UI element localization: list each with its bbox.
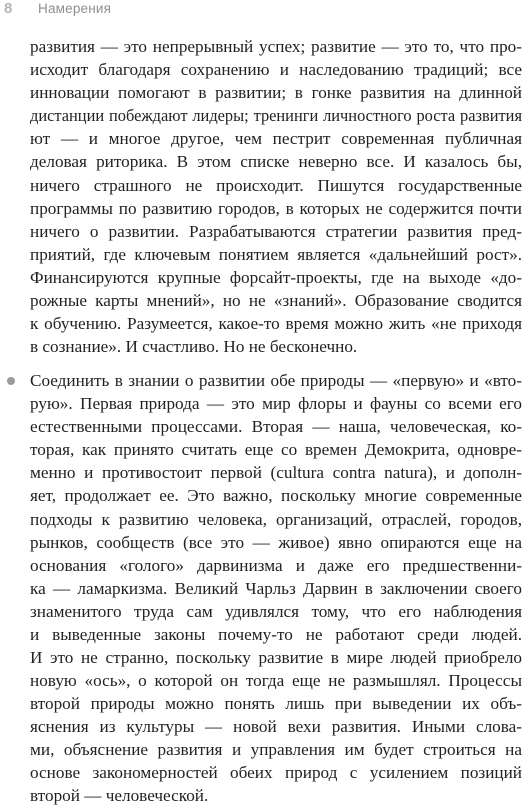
text-line: менно и противостоит первой (cultura contra natura), и дополн-	[30, 463, 522, 483]
text-line: рую». Первая природа — это мир флоры и фауны со всеми его	[30, 394, 522, 414]
text-line: основе закономерностей обеих природ с усилением позиций	[30, 763, 522, 783]
text-line: развития — это непрерывный успех; развитие — это то, что про-	[30, 37, 522, 56]
page-number: 8	[4, 0, 13, 17]
text-line: И это не странно, поскольку развитие в мире людей приобрело	[30, 648, 522, 667]
text-line: в сознание». И счастливо. Но не бесконечно.	[30, 337, 358, 356]
text-line: ничего о развитии. Разрабатываются стратегии развития пред-	[30, 221, 522, 241]
text-line: ют — и многое другое, чем пестрит современная публичная	[30, 129, 522, 149]
bullet-icon	[7, 377, 15, 385]
text-line: второй природы можно понять лишь при выведении их объ-	[30, 694, 522, 714]
text-line: торая, как принято считать еще со времен Демокрита, одновре-	[30, 440, 522, 460]
text-line: рынков, сообществ (все это — живое) явно опираются еще на	[30, 532, 522, 552]
text-line: основания «голого» дарвинизма и даже его предшественни-	[30, 555, 522, 575]
text-line: ми, объяснение развития и управления им будет строиться на	[30, 740, 522, 760]
text-line: подходы к развитию человека, организаций, отраслей, городов,	[30, 509, 522, 529]
running-header	[4, 0, 111, 20]
running-head-title: Намерения	[38, 1, 112, 16]
text-line: яснения из культуры — новой вехи развития. Иными слова-	[30, 717, 522, 737]
text-line: яет, продолжает ее. Это важно, поскольку многие современные	[30, 486, 522, 506]
text-line: Финансируются крупные форсайт-проекты, где на выходе «до-	[30, 267, 522, 287]
text-line: инновации помогают в развитии; в гонке развития на длинной	[30, 83, 522, 103]
text-line: приятий, где ключевым понятием является «дальнейший рост».	[30, 244, 522, 264]
text-line: знаменитого труда сам удивлялся тому, что его наблюдения	[30, 601, 522, 621]
text-line: дистанции побеждают лидеры; тренинги личностного роста развития	[30, 106, 522, 126]
text-line: исходит благодаря сохранению и наследованию традиций; все	[30, 60, 522, 80]
text-line: и выведенные законы почему-то не работают среди людей.	[30, 624, 522, 644]
text-line: новую «ось», о которой он тогда еще не размышлял. Процессы	[30, 671, 522, 690]
text-line: Соединить в знании о развитии обе природы — «первую» и «вто-	[30, 371, 522, 390]
text-line: ка — ламаркизма. Великий Чарльз Дарвин в заключении своего	[30, 578, 522, 598]
text-line: ничего страшного не происходит. Пишутся государственные	[30, 175, 522, 195]
text-line: деловая риторика. В этом списке неверно все. И казалось бы,	[30, 152, 522, 172]
text-line: к обучению. Разумеется, какое-то время можно жить «не приходя	[30, 313, 522, 333]
text-line: естественными процессами. Вторая — наша, человеческая, ко-	[30, 417, 522, 437]
text-line: программы по развитию городов, в которых не содержится почти	[30, 198, 522, 218]
text-line: второй — человеческой.	[30, 786, 209, 806]
text-line: рожные карты мнений», но не «знаний». Образование сводится	[30, 290, 522, 310]
